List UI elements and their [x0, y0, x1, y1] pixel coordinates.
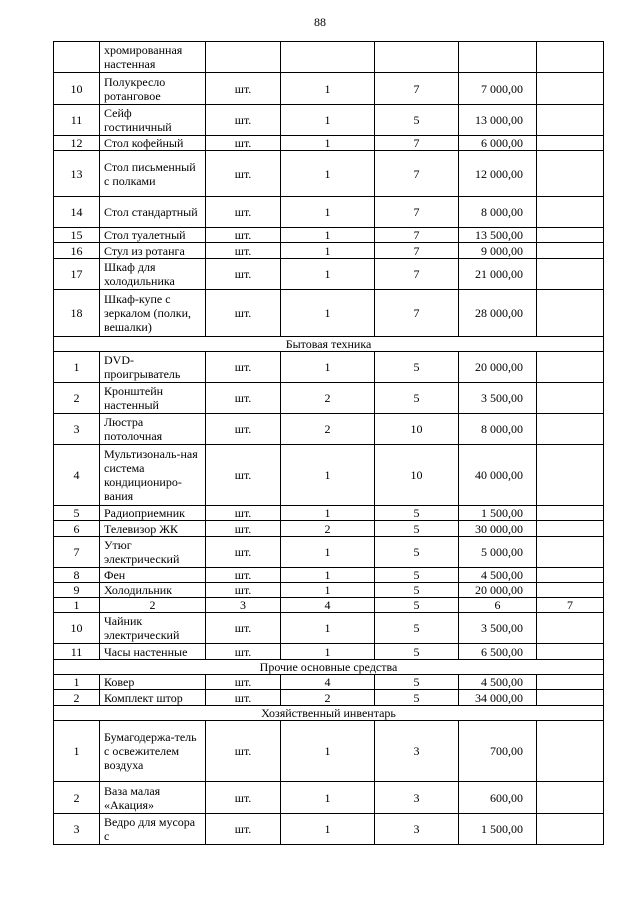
- row-number-cell: 8: [54, 568, 100, 583]
- quantity-cell: 1: [281, 782, 375, 814]
- unit-cell: шт.: [206, 197, 281, 228]
- section-row: [54, 337, 604, 352]
- service-life-cell: 7: [375, 259, 459, 290]
- item-name-cell: Шкаф для холодильника: [100, 259, 206, 290]
- table-row: [54, 521, 604, 537]
- quantity-cell: 1: [281, 259, 375, 290]
- service-life-cell: 5: [375, 675, 459, 690]
- price-cell: 13 500,00: [459, 228, 537, 243]
- extra-cell: [537, 352, 604, 383]
- item-name-cell: Стол стандартный: [100, 197, 206, 228]
- extra-cell: [537, 414, 604, 445]
- price-cell: 21 000,00: [459, 259, 537, 290]
- price-cell: 30 000,00: [459, 521, 537, 537]
- unit-cell: шт.: [206, 721, 281, 782]
- column-number-cell: 4: [281, 598, 375, 613]
- row-number-cell: 2: [54, 782, 100, 814]
- column-number-cell: 5: [375, 598, 459, 613]
- extra-cell: [537, 259, 604, 290]
- unit-cell: шт.: [206, 782, 281, 814]
- price-cell: 8 000,00: [459, 197, 537, 228]
- extra-cell: [537, 644, 604, 660]
- price-cell: 3 500,00: [459, 383, 537, 414]
- row-number-cell: 17: [54, 259, 100, 290]
- item-name-cell: Полукресло ротанговое: [100, 73, 206, 105]
- column-number-cell: 1: [54, 598, 100, 613]
- row-number-cell: 10: [54, 613, 100, 644]
- price-cell: 28 000,00: [459, 290, 537, 337]
- section-row: [54, 660, 604, 675]
- item-name-cell: Ваза малая «Акация»: [100, 782, 206, 814]
- unit-cell: шт.: [206, 383, 281, 414]
- extra-cell: [537, 782, 604, 814]
- price-cell: 9 000,00: [459, 243, 537, 259]
- column-number-cell: 2: [100, 598, 206, 613]
- table-row: [54, 136, 604, 151]
- quantity-cell: 1: [281, 613, 375, 644]
- unit-cell: шт.: [206, 521, 281, 537]
- quantity-cell: 1: [281, 243, 375, 259]
- item-name-cell: Люстра потолочная: [100, 414, 206, 445]
- table-row: [54, 228, 604, 243]
- item-name-cell: Фен: [100, 568, 206, 583]
- row-number-cell: 11: [54, 105, 100, 136]
- quantity-cell: 1: [281, 721, 375, 782]
- quantity-cell: 2: [281, 690, 375, 706]
- row-number-cell: 9: [54, 583, 100, 598]
- quantity-cell: 1: [281, 506, 375, 521]
- row-number-cell: 1: [54, 352, 100, 383]
- quantity-cell: 1: [281, 228, 375, 243]
- unit-cell: шт.: [206, 568, 281, 583]
- unit-cell: шт.: [206, 259, 281, 290]
- item-name-cell: Сейф гостиничный: [100, 105, 206, 136]
- table-row: [54, 782, 604, 814]
- service-life-cell: 5: [375, 644, 459, 660]
- row-number-cell: 4: [54, 445, 100, 506]
- quantity-cell: 1: [281, 136, 375, 151]
- quantity-cell: 2: [281, 383, 375, 414]
- service-life-cell: 7: [375, 228, 459, 243]
- table-row: [54, 259, 604, 290]
- item-name-cell: Кронштейн настенный: [100, 383, 206, 414]
- quantity-cell: 1: [281, 568, 375, 583]
- extra-cell: [537, 721, 604, 782]
- section-title: Бытовая техника: [54, 337, 604, 352]
- table-row: [54, 105, 604, 136]
- extra-cell: [537, 521, 604, 537]
- quantity-cell: 1: [281, 197, 375, 228]
- unit-cell: шт.: [206, 151, 281, 197]
- unit-cell: шт.: [206, 228, 281, 243]
- service-life-cell: 3: [375, 782, 459, 814]
- item-name-cell: Шкаф-купе с зеркалом (полки, вешалки): [100, 290, 206, 337]
- unit-cell: шт.: [206, 445, 281, 506]
- price-cell: 7 000,00: [459, 73, 537, 105]
- item-name-cell: Часы настенные: [100, 644, 206, 660]
- row-number-cell: 6: [54, 521, 100, 537]
- service-life-cell: 10: [375, 414, 459, 445]
- table-row: [54, 675, 604, 690]
- price-cell: 6 500,00: [459, 644, 537, 660]
- extra-cell: [537, 105, 604, 136]
- price-cell: 1 500,00: [459, 814, 537, 845]
- table-row: [54, 613, 604, 644]
- extra-cell: [537, 814, 604, 845]
- quantity-cell: 1: [281, 73, 375, 105]
- quantity-cell: 4: [281, 675, 375, 690]
- table-row: [54, 243, 604, 259]
- table-row: [54, 721, 604, 782]
- column-number-cell: 7: [537, 598, 604, 613]
- extra-cell: [537, 690, 604, 706]
- service-life-cell: 5: [375, 568, 459, 583]
- service-life-cell: 5: [375, 383, 459, 414]
- row-number-cell: [54, 42, 100, 73]
- table-row: [54, 814, 604, 845]
- service-life-cell: 3: [375, 814, 459, 845]
- section-row: [54, 706, 604, 721]
- service-life-cell: 5: [375, 537, 459, 568]
- quantity-cell: 1: [281, 352, 375, 383]
- row-number-cell: 15: [54, 228, 100, 243]
- extra-cell: [537, 151, 604, 197]
- item-name-cell: Радиоприемник: [100, 506, 206, 521]
- extra-cell: [537, 568, 604, 583]
- unit-cell: шт.: [206, 73, 281, 105]
- service-life-cell: 7: [375, 243, 459, 259]
- unit-cell: шт.: [206, 290, 281, 337]
- extra-cell: [537, 42, 604, 73]
- row-number-cell: 3: [54, 414, 100, 445]
- item-name-cell: Стол кофейный: [100, 136, 206, 151]
- unit-cell: шт.: [206, 136, 281, 151]
- price-cell: 700,00: [459, 721, 537, 782]
- unit-cell: шт.: [206, 644, 281, 660]
- price-cell: 20 000,00: [459, 583, 537, 598]
- row-number-cell: 7: [54, 537, 100, 568]
- price-cell: 34 000,00: [459, 690, 537, 706]
- item-name-cell: Ковер: [100, 675, 206, 690]
- price-cell: 40 000,00: [459, 445, 537, 506]
- inventory-table: [53, 41, 604, 845]
- service-life-cell: 10: [375, 445, 459, 506]
- extra-cell: [537, 506, 604, 521]
- service-life-cell: 5: [375, 583, 459, 598]
- service-life-cell: 7: [375, 197, 459, 228]
- row-number-cell: 3: [54, 814, 100, 845]
- service-life-cell: 5: [375, 613, 459, 644]
- table-row: [54, 445, 604, 506]
- row-number-cell: 5: [54, 506, 100, 521]
- service-life-cell: 5: [375, 105, 459, 136]
- table-row: [54, 352, 604, 383]
- service-life-cell: 7: [375, 136, 459, 151]
- price-cell: 4 500,00: [459, 675, 537, 690]
- item-name-cell: Чайник электрический: [100, 613, 206, 644]
- unit-cell: шт.: [206, 243, 281, 259]
- row-number-cell: 2: [54, 690, 100, 706]
- price-cell: 1 500,00: [459, 506, 537, 521]
- table-row: [54, 583, 604, 598]
- section-title: Прочие основные средства: [54, 660, 604, 675]
- unit-cell: шт.: [206, 537, 281, 568]
- quantity-cell: 1: [281, 290, 375, 337]
- unit-cell: [206, 42, 281, 73]
- extra-cell: [537, 228, 604, 243]
- item-name-cell: Стул из ротанга: [100, 243, 206, 259]
- unit-cell: шт.: [206, 583, 281, 598]
- column-number-row: [54, 598, 604, 613]
- extra-cell: [537, 675, 604, 690]
- table-row: [54, 644, 604, 660]
- row-number-cell: 13: [54, 151, 100, 197]
- unit-cell: шт.: [206, 613, 281, 644]
- price-cell: 4 500,00: [459, 568, 537, 583]
- service-life-cell: 3: [375, 721, 459, 782]
- price-cell: 8 000,00: [459, 414, 537, 445]
- row-number-cell: 1: [54, 675, 100, 690]
- service-life-cell: 7: [375, 73, 459, 105]
- table-row: [54, 197, 604, 228]
- extra-cell: [537, 537, 604, 568]
- table-row: [54, 290, 604, 337]
- row-number-cell: 11: [54, 644, 100, 660]
- item-name-cell: Ведро для мусора с: [100, 814, 206, 845]
- item-name-cell: Телевизор ЖК: [100, 521, 206, 537]
- table-row: [54, 537, 604, 568]
- row-number-cell: 10: [54, 73, 100, 105]
- extra-cell: [537, 583, 604, 598]
- quantity-cell: 2: [281, 521, 375, 537]
- price-cell: 5 000,00: [459, 537, 537, 568]
- table-row: [54, 151, 604, 197]
- table-row: [54, 506, 604, 521]
- unit-cell: шт.: [206, 105, 281, 136]
- row-number-cell: 18: [54, 290, 100, 337]
- quantity-cell: 1: [281, 814, 375, 845]
- table-row: [54, 414, 604, 445]
- column-number-cell: 3: [206, 598, 281, 613]
- price-cell: 6 000,00: [459, 136, 537, 151]
- unit-cell: шт.: [206, 414, 281, 445]
- quantity-cell: [281, 42, 375, 73]
- quantity-cell: 1: [281, 445, 375, 506]
- price-cell: 12 000,00: [459, 151, 537, 197]
- table-row: [54, 73, 604, 105]
- service-life-cell: 7: [375, 290, 459, 337]
- extra-cell: [537, 73, 604, 105]
- row-number-cell: 14: [54, 197, 100, 228]
- extra-cell: [537, 445, 604, 506]
- item-name-cell: Утюг электрический: [100, 537, 206, 568]
- unit-cell: шт.: [206, 814, 281, 845]
- row-number-cell: 2: [54, 383, 100, 414]
- extra-cell: [537, 290, 604, 337]
- extra-cell: [537, 197, 604, 228]
- service-life-cell: 5: [375, 690, 459, 706]
- item-name-cell: Мультизональ-ная система кондициониро-вания: [100, 445, 206, 506]
- price-cell: [459, 42, 537, 73]
- quantity-cell: 1: [281, 583, 375, 598]
- service-life-cell: 7: [375, 151, 459, 197]
- unit-cell: шт.: [206, 506, 281, 521]
- service-life-cell: 5: [375, 352, 459, 383]
- unit-cell: шт.: [206, 352, 281, 383]
- service-life-cell: 5: [375, 506, 459, 521]
- item-name-cell: хромированная настенная: [100, 42, 206, 73]
- quantity-cell: 1: [281, 151, 375, 197]
- table-row: [54, 690, 604, 706]
- item-name-cell: Бумагодержа-тель с освежителем воздуха: [100, 721, 206, 782]
- extra-cell: [537, 383, 604, 414]
- quantity-cell: 1: [281, 537, 375, 568]
- table-row: [54, 568, 604, 583]
- table-row: [54, 42, 604, 73]
- row-number-cell: 1: [54, 721, 100, 782]
- column-number-cell: 6: [459, 598, 537, 613]
- service-life-cell: 5: [375, 521, 459, 537]
- item-name-cell: Стол туалетный: [100, 228, 206, 243]
- row-number-cell: 12: [54, 136, 100, 151]
- price-cell: 3 500,00: [459, 613, 537, 644]
- price-cell: 600,00: [459, 782, 537, 814]
- section-title: Хозяйственный инвентарь: [54, 706, 604, 721]
- unit-cell: шт.: [206, 690, 281, 706]
- table-row: [54, 383, 604, 414]
- price-cell: 20 000,00: [459, 352, 537, 383]
- extra-cell: [537, 136, 604, 151]
- quantity-cell: 2: [281, 414, 375, 445]
- item-name-cell: Холодильник: [100, 583, 206, 598]
- page-number: 88: [314, 15, 326, 29]
- service-life-cell: [375, 42, 459, 73]
- quantity-cell: 1: [281, 105, 375, 136]
- item-name-cell: Комплект штор: [100, 690, 206, 706]
- quantity-cell: 1: [281, 644, 375, 660]
- item-name-cell: Стол письменный с полками: [100, 151, 206, 197]
- item-name-cell: DVD-проигрыватель: [100, 352, 206, 383]
- row-number-cell: 16: [54, 243, 100, 259]
- unit-cell: шт.: [206, 675, 281, 690]
- extra-cell: [537, 613, 604, 644]
- extra-cell: [537, 243, 604, 259]
- price-cell: 13 000,00: [459, 105, 537, 136]
